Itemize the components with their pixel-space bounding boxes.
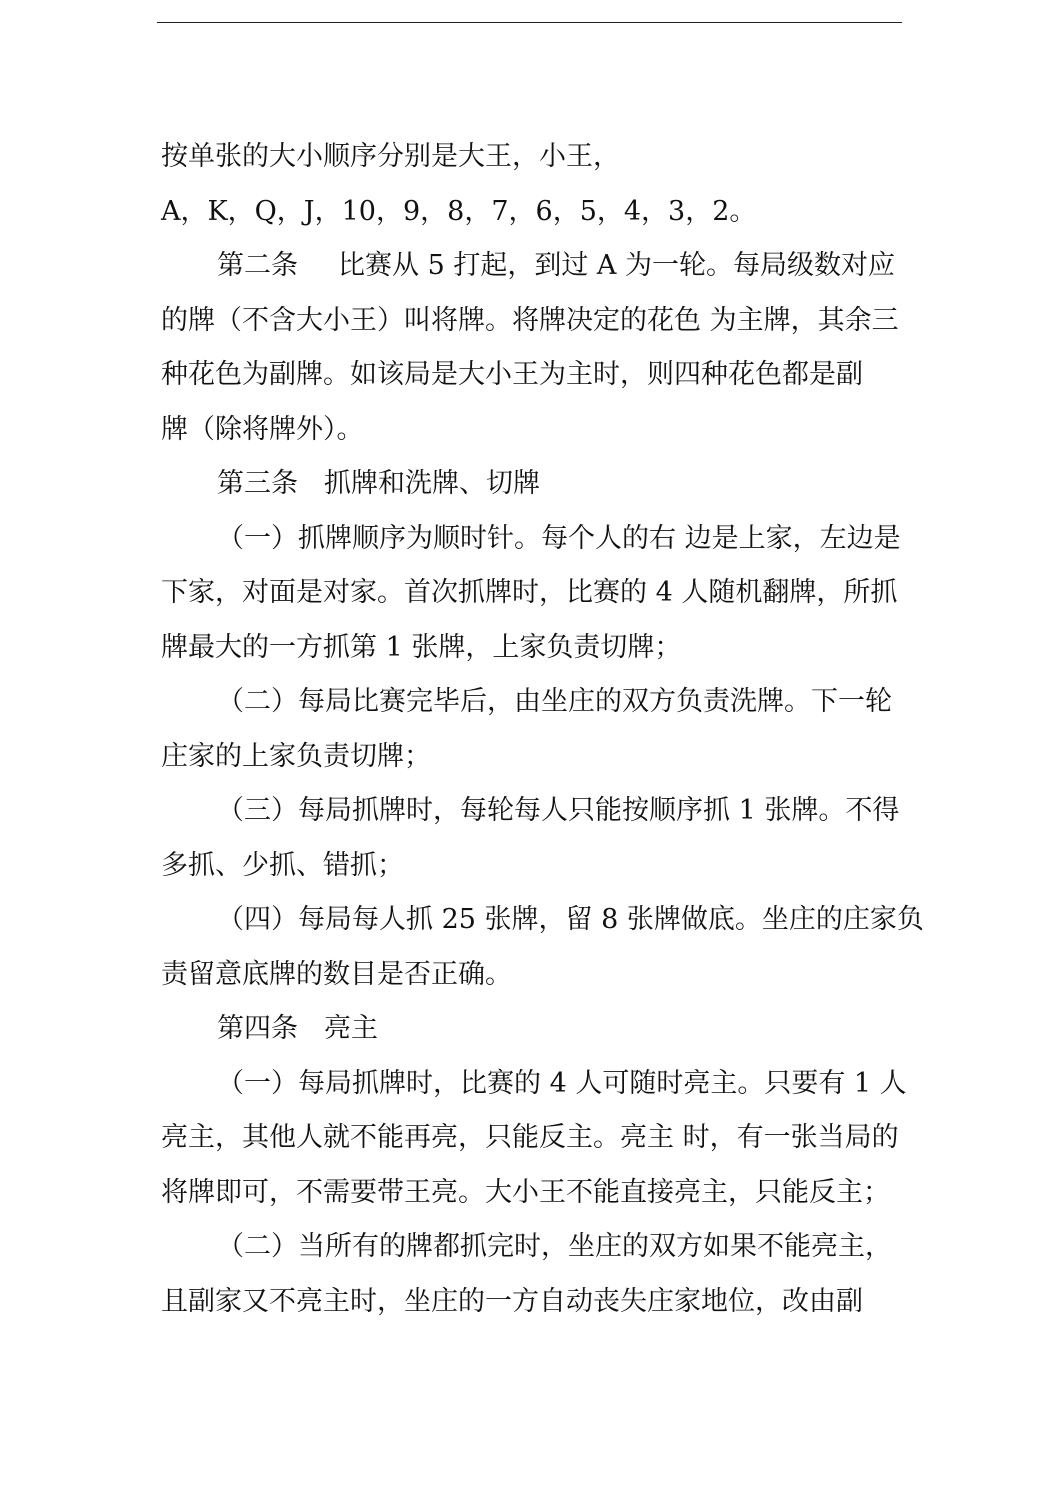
paragraph-line: A，K，Q，J，10，9，8，7，6，5，4，3，2。	[161, 195, 757, 227]
paragraph-line: 牌（除将牌外）。	[161, 413, 364, 445]
article-heading-line	[161, 1002, 906, 1057]
article-heading-line	[161, 239, 906, 294]
article-number: 第四条	[217, 1013, 298, 1044]
paragraph-line: 且副家又不亮主时，坐庄的一方自动丧失庄家地位，改由副	[161, 1285, 863, 1317]
paragraph-line: 种花色为副牌。如该局是大小王为主时，则四种花色都是副	[161, 359, 863, 390]
paragraph-line: （一）抓牌顺序为顺时针。每个人的右 边是上家，左边是	[217, 522, 901, 554]
paragraph-line: （四）每局每人抓 25 张牌，留 8 张牌做底。坐庄的庄家负	[217, 904, 924, 935]
article-text: 抓牌和洗牌、切牌	[324, 468, 540, 499]
paragraph-line: （二）每局比赛完毕后，由坐庄的双方负责洗牌。下一轮	[217, 686, 892, 717]
article-text: 比赛从 5 打起，到过 A 为一轮。每局级数对应	[338, 250, 896, 281]
paragraph-line: 多抓、少抓、错抓；	[161, 849, 404, 881]
article-number: 第二条	[217, 250, 298, 281]
paragraph-line: 将牌即可，不需要带王亮。大小王不能直接亮主，只能反主；	[161, 1176, 890, 1208]
article-number: 第三条	[217, 468, 298, 499]
article-text: 亮主	[324, 1013, 378, 1044]
header-rule	[157, 22, 902, 23]
paragraph-line: （三）每局抓牌时，每轮每人只能按顺序抓 1 张牌。不得	[217, 795, 900, 826]
article-heading-line	[161, 457, 906, 512]
document-body	[161, 130, 924, 1329]
paragraph-line: 庄家的上家负责切牌；	[161, 740, 431, 772]
paragraph-line: （二）当所有的牌都抓完时，坐庄的双方如果不能亮主，	[217, 1231, 892, 1262]
paragraph-line: 责留意底牌的数目是否正确。	[161, 958, 512, 990]
paragraph-line: 下家，对面是对家。首次抓牌时，比赛的 4 人随机翻牌，所抓	[161, 577, 898, 608]
paragraph-line: 亮主，其他人就不能再亮，只能反主。亮主 时，有一张当局的	[161, 1122, 899, 1153]
paragraph-line: （一）每局抓牌时，比赛的 4 人可随时亮主。只要有 1 人	[217, 1067, 907, 1099]
paragraph-line: 牌最大的一方抓第 1 张牌，上家负责切牌；	[161, 631, 682, 663]
paragraph-line: 按单张的大小顺序分别是大王，小王，	[161, 141, 620, 172]
paragraph-line: 的牌（不含大小王）叫将牌。将牌决定的花色 为主牌，其余三	[161, 304, 899, 336]
